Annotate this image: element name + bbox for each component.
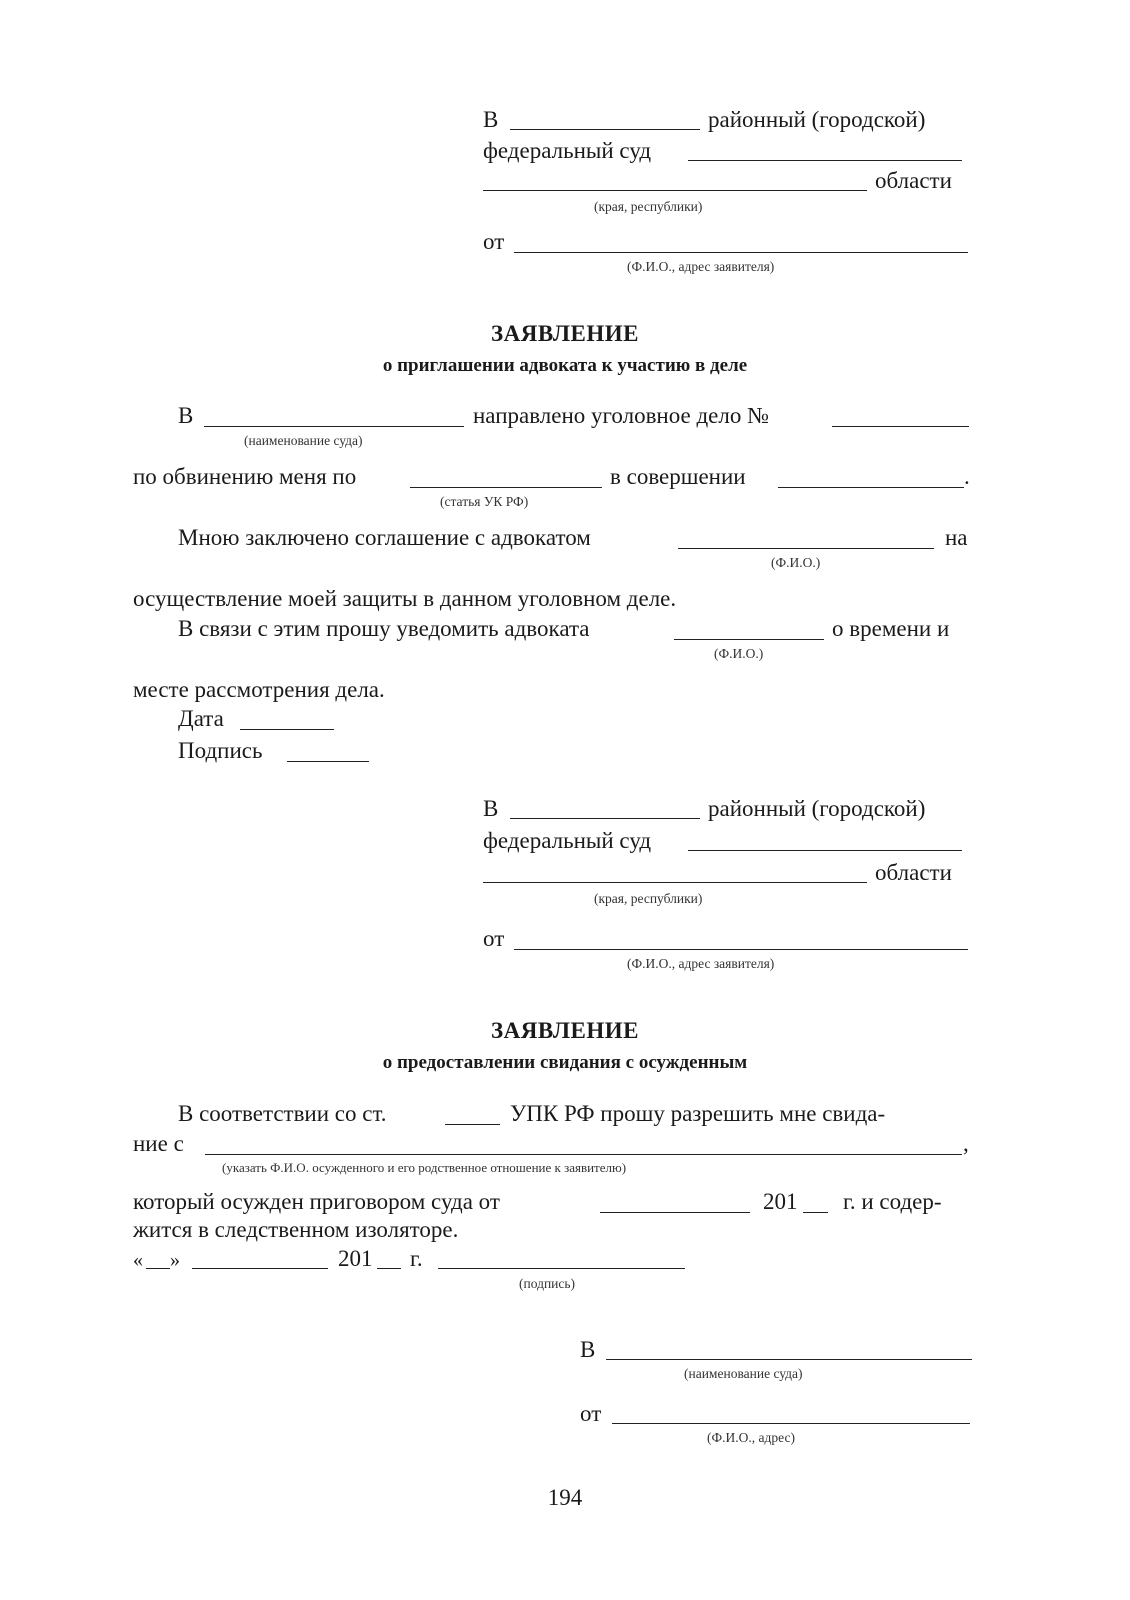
region-caption: (края, республики) — [594, 891, 703, 906]
p2-start: по обвинению меня по — [133, 464, 357, 489]
court-name-blank[interactable] — [204, 426, 464, 427]
lawyer-fio-blank-2[interactable] — [674, 639, 824, 640]
date-label: Дата — [178, 706, 224, 731]
lawyer-fio-caption-2: (Ф.И.О.) — [714, 646, 764, 661]
case-number-blank[interactable] — [832, 426, 969, 427]
p3-end: на — [945, 525, 968, 550]
federal-court-label: федеральный суд — [483, 828, 652, 853]
p2-start: ние с — [133, 1131, 184, 1156]
federal-court-blank[interactable] — [688, 160, 962, 161]
applicant-caption: (Ф.И.О., адрес заявителя) — [627, 259, 775, 274]
court-prefix: В — [483, 107, 499, 132]
article-blank[interactable] — [410, 487, 602, 488]
court-name-caption: (наименование суда) — [684, 1366, 803, 1381]
applicant-caption: (Ф.И.О., адрес заявителя) — [627, 956, 775, 971]
day-blank[interactable] — [146, 1268, 170, 1269]
fio-address-blank[interactable] — [612, 1423, 970, 1424]
from-label: от — [580, 1401, 602, 1426]
signature-blank[interactable] — [438, 1268, 685, 1269]
court-type-text: районный (городской) — [708, 107, 926, 132]
court-prefix: В — [580, 1337, 596, 1362]
signature-blank[interactable] — [287, 761, 369, 762]
applicant-blank[interactable] — [514, 252, 968, 253]
page-number: 194 — [547, 1485, 583, 1510]
verdict-year-blank[interactable] — [803, 1212, 828, 1213]
court-name-blank[interactable] — [606, 1359, 972, 1360]
p1-start: В — [178, 403, 194, 428]
region-blank[interactable] — [483, 882, 867, 883]
p4: осуществление моей защиты в данном уголовном деле. — [133, 586, 677, 611]
date-year-prefix: 201 — [338, 1246, 373, 1271]
court-type-text: районный (городской) — [708, 796, 926, 821]
month-blank[interactable] — [192, 1268, 328, 1269]
lawyer-fio-caption: (Ф.И.О.) — [771, 555, 821, 570]
date-quote-open: « — [133, 1249, 143, 1271]
region-caption: (края, республики) — [594, 199, 703, 214]
federal-court-blank[interactable] — [688, 850, 962, 851]
p3-a: который осужден приговором суда от — [133, 1189, 500, 1214]
p6: месте рассмотрения дела. — [133, 677, 385, 702]
p5-start: В связи с этим прошу уведомить адвоката — [178, 616, 590, 641]
p3-c: г. и содер- — [843, 1189, 942, 1214]
signature-label: Подпись — [178, 738, 263, 763]
verdict-date-blank[interactable] — [600, 1212, 750, 1213]
court-name-caption: (наименование суда) — [244, 433, 363, 448]
p4: жится в следственном изоляторе. — [133, 1217, 459, 1242]
region-suffix: области — [875, 168, 952, 193]
form2-subtitle: о предоставлении свидания с осужденным — [382, 1052, 748, 1073]
form1-subtitle: о приглашении адвоката к участию в деле — [382, 355, 748, 376]
date-g: г. — [410, 1246, 423, 1271]
article-number-blank[interactable] — [445, 1124, 500, 1125]
article-caption: (статья УК РФ) — [440, 494, 529, 509]
p2-end: . — [964, 464, 970, 489]
court-number-blank[interactable] — [510, 129, 700, 130]
p3-start: Мною заключено соглашение с адвокатом — [178, 525, 591, 550]
court-number-blank[interactable] — [510, 818, 700, 819]
form2-title: ЗАЯВЛЕНИЕ — [491, 1018, 639, 1043]
signature-caption: (подпись) — [519, 1276, 576, 1291]
form1-title: ЗАЯВЛЕНИЕ — [491, 321, 639, 346]
p2-end: , — [963, 1131, 969, 1156]
date-blank[interactable] — [240, 729, 334, 730]
region-suffix: области — [875, 860, 952, 885]
crime-blank[interactable] — [778, 487, 964, 488]
year-blank[interactable] — [377, 1268, 401, 1269]
applicant-blank[interactable] — [514, 949, 968, 950]
federal-court-label: федеральный суд — [483, 138, 652, 163]
court-prefix: В — [483, 796, 499, 821]
convict-blank[interactable] — [205, 1154, 962, 1155]
date-quote-close: » — [170, 1249, 180, 1271]
fio-address-caption: (Ф.И.О., адрес) — [707, 1430, 795, 1445]
p1-a: В соответствии со ст. — [178, 1101, 387, 1126]
from-label: от — [483, 926, 505, 951]
p3-b: 201 — [763, 1189, 798, 1214]
convict-caption: (указать Ф.И.О. осужденного и его родственное отношение к заявителю) — [222, 1160, 627, 1175]
from-label: от — [483, 229, 505, 254]
p5-end: о времени и — [832, 616, 950, 641]
p1-mid: направлено уголовное дело № — [473, 403, 770, 428]
p2-mid: в совершении — [610, 464, 746, 489]
lawyer-fio-blank[interactable] — [678, 548, 934, 549]
region-blank[interactable] — [483, 190, 867, 191]
p1-b: УПК РФ прошу разрешить мне свида- — [510, 1101, 886, 1126]
